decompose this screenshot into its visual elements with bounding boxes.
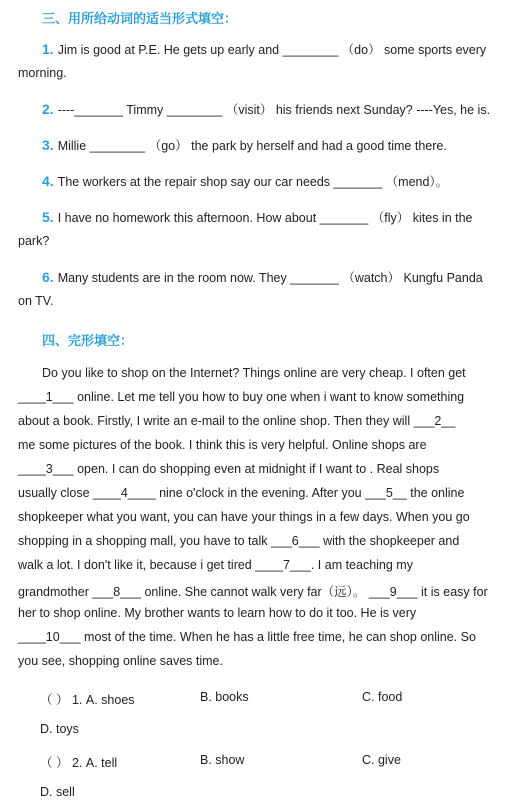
item-text: Millie ________ （go） the park by herself and had a good time there.: [57, 139, 447, 153]
item-number: 2.: [42, 101, 54, 117]
option-d: D. toys: [40, 722, 79, 736]
item-text: The workers at the repair shop say our car needs _______ （mend）。: [57, 175, 449, 189]
passage-line: you see, shopping online saves time.: [18, 654, 223, 668]
passage-line: ____3___ open. I can do shopping even at midnight if I want to . Real shops: [18, 462, 440, 476]
question-number: 1.: [71, 693, 83, 707]
item-3: [42, 136, 447, 154]
passage-line: about a book. Firstly, I write an e-mail to the online shop. Then they will ___2__: [18, 414, 456, 428]
item-6-continuation: on TV.: [18, 294, 54, 308]
option-d: D. sell: [40, 785, 75, 799]
passage-line: me some pictures of the book. I think this is very helpful. Online shops are: [18, 438, 427, 452]
item-text: ----_______ Timmy ________ （visit） his friends next Sunday? ----Yes, he is.: [57, 103, 491, 117]
item-5: [42, 208, 473, 226]
item-4: [42, 172, 448, 190]
item-text: Many students are in the room now. They _______ （watch） Kungfu Panda: [57, 271, 483, 285]
option-b: B. books: [200, 690, 249, 704]
section3-heading: 三、用所给动词的适当形式填空：: [42, 11, 238, 26]
section4-heading: 四、完形填空：: [42, 333, 134, 348]
option-b: B. show: [200, 753, 245, 767]
item-number: 4.: [42, 173, 54, 189]
answer-bracket[interactable]: （ ）: [40, 756, 69, 770]
item-2: [42, 100, 490, 118]
question-2-stem: [40, 753, 117, 771]
passage-line: usually close ____4____ nine o'clock in the evening. After you ___5__ the online: [18, 486, 465, 500]
passage-line: Do you like to shop on the Internet? Things online are very cheap. I often get: [42, 366, 466, 380]
option-a: A. tell: [85, 756, 118, 770]
item-number: 1.: [42, 41, 54, 57]
item-6: [42, 268, 483, 286]
item-5-continuation: park?: [18, 234, 50, 248]
passage-line: grandmother ___8___ online. She cannot walk very far（远）。 ___9___ it is easy for: [18, 585, 488, 599]
passage-line: shopkeeper what you want, you can have your things in a few days. When you go: [18, 510, 470, 524]
question-number: 2.: [71, 756, 83, 770]
item-text: I have no homework this afternoon. How about _______ （fly） kites in the: [57, 211, 473, 225]
option-c: C. food: [362, 690, 403, 704]
option-c: C. give: [362, 753, 401, 767]
option-a: A. shoes: [85, 693, 135, 707]
item-text: Jim is good at P.E. He gets up early and ________ （do） some sports every: [57, 43, 487, 57]
item-number: 6.: [42, 269, 54, 285]
passage-line: ____1___ online. Let me tell you how to buy one when i want to know something: [18, 390, 465, 404]
passage-line: ____10___ most of the time. When he has a little free time, he can shop online. So: [18, 630, 476, 644]
passage-line: shopping in a shopping mall, you have to talk ___6___ with the shopkeeper and: [18, 534, 460, 548]
item-1: [42, 40, 486, 58]
question-1-stem: [40, 690, 135, 708]
passage-line: her to shop online. My brother wants to learn how to do it too. He is very: [18, 606, 417, 620]
passage-line: walk a lot. I don't like it, because i get tired ____7___. I am teaching my: [18, 558, 413, 572]
item-number: 5.: [42, 209, 54, 225]
item-1-continuation: morning.: [18, 66, 67, 80]
answer-bracket[interactable]: （ ）: [40, 693, 69, 707]
item-number: 3.: [42, 137, 54, 153]
